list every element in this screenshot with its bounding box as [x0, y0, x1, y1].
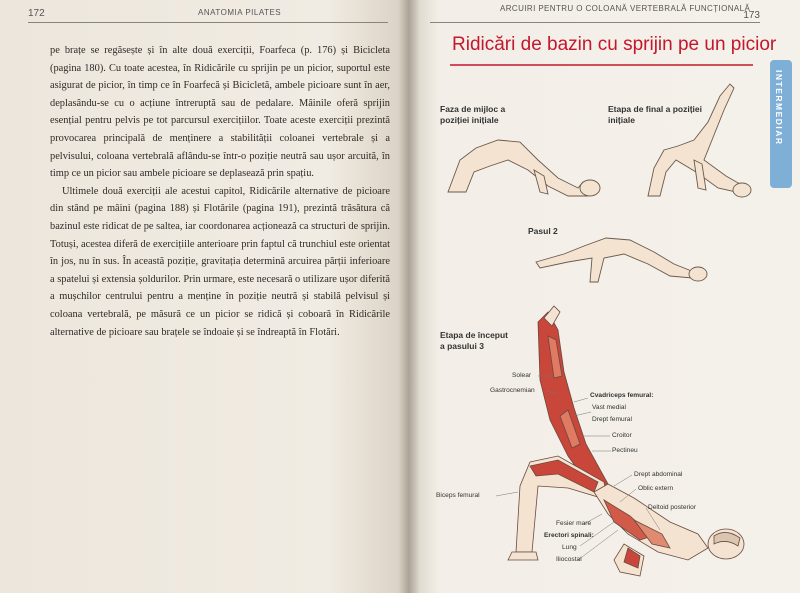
- paragraph-2: Ultimele două exerciții ale acestui capitol, Ridicările alternative de picioare din stând pe mâini (pagina 188) și Flotările (pagina 191), prezintă trăsătura că bazinul este ridicat de pe saltea, iar coordonarea acționează ca structuri de sprijin. Totuși, acestea diferă de exercițiile anterioare prin faptul că trunchiul este orientat în jos, nu în sus. În această poziție, gravitația determină arcuirea părții inferioare a spatelui și extensia șoldurilor. Prin urmare, este necesară o utilizare ușor diferită a mușchilor centrului pentru a menține în poziție neutră și stabilă pelvisul și coloana vertebrală, pe măsură ce un picior se ridică și coboară în Ridicările alternative de picioare sau brațele se îndoaie și se îndreaptă în Flotări.: [50, 185, 390, 338]
- left-page-number: 172: [28, 8, 45, 19]
- label-vastus-medialis: Vast medial: [592, 404, 626, 411]
- left-page-header: [28, 6, 388, 23]
- exercise-illustrations: [408, 0, 768, 593]
- label-quadriceps: Cvadriceps femural:: [590, 392, 654, 399]
- right-page-number: 173: [743, 10, 760, 21]
- label-longissimus: Lung: [562, 544, 577, 551]
- caption-step-2: Pasul 2: [528, 226, 558, 236]
- paragraph-1: pe brațe se regăsește și în alte două exerciții, Foarfeca (p. 176) și Bicicleta (pagina 180). Cu toate acestea, în Ridicările cu sprijin pe un picior, suportul este asigurat de picior, în timp ce în Foarfecă și Bicicletă, ambele picioare sunt în aer, deplasându-se cu o acțiune întreruptă sau de pedalare. Mâinile oferă sprijin esențial pentru pelvis pe tot parcursul exercițiilor. Toate aceste exerciții prezintă provocarea principală de menținere a stabilității coloanei vertebrale și a pelvisului, coloana vertebrală aflându-se într-o poziție neutră sau ușor arcuită, în timp ce un picior sau ambele picioare se deplasează prin spațiu.: [50, 45, 390, 180]
- label-iliocostalis: Iliocostal: [556, 556, 582, 563]
- label-pectineus: Pectineu: [612, 447, 638, 454]
- label-external-oblique: Oblic extern: [638, 485, 674, 492]
- label-gluteus-maximus: Fesier mare: [556, 520, 592, 527]
- caption-final-position: Etapa de final a poziției inițiale: [608, 104, 702, 125]
- right-running-head: ARCUIRI PENTRU O COLOANĂ VERTEBRALĂ FUNCȚIONALĂ: [500, 4, 751, 13]
- label-biceps-femoris: Biceps femural: [436, 492, 480, 499]
- label-erector-spinae: Erectori spinali:: [544, 532, 594, 539]
- left-body-text: [50, 42, 390, 341]
- level-tab-label: INTERMEDIAR: [774, 70, 784, 146]
- label-gastrocnemius: Gastrocnemian: [490, 387, 535, 394]
- label-rectus-abdominis: Drept abdominal: [634, 471, 683, 478]
- label-posterior-deltoid: Deltoid posterior: [648, 504, 697, 511]
- label-soleus: Solear: [512, 372, 532, 379]
- figure-bridge-mid: [448, 140, 600, 196]
- level-tab: [770, 60, 792, 188]
- caption-step-3: Etapa de început a pasului 3: [440, 330, 509, 351]
- left-running-head: ANATOMIA PILATES: [198, 8, 282, 17]
- figure-bridge-final: [648, 84, 751, 197]
- label-sartorius: Croitor: [612, 432, 632, 439]
- caption-mid-position: Faza de mijloc a poziției inițiale: [440, 104, 506, 125]
- exercise-title: Ridicări de bazin cu sprijin pe un picior: [452, 34, 777, 55]
- figure-step-2: [536, 238, 707, 282]
- label-rectus-femoris: Drept femural: [592, 416, 632, 423]
